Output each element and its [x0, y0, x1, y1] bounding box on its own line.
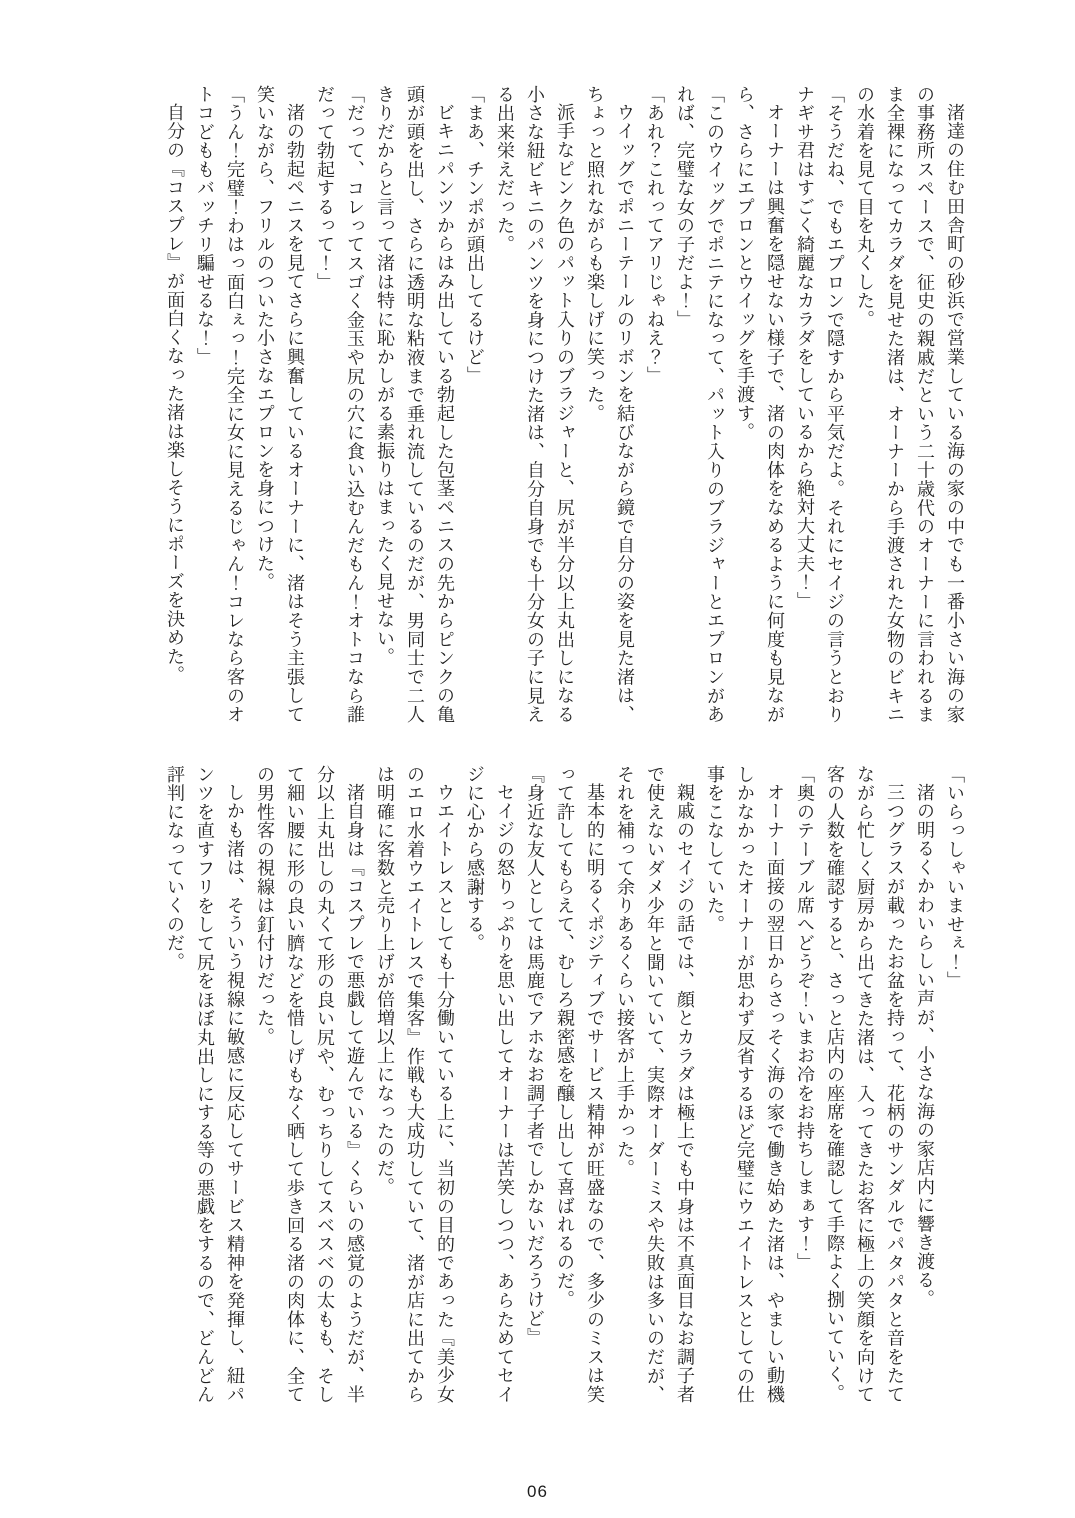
page-number: 06 — [527, 1482, 548, 1501]
paragraph: 親戚のセイジの話では、顔とカラダは極上でも中身は不真面目なお調子者で使えないダメ少年と聞いていて、実際オーダーミスや失敗は多いのだが、それを補って余りあるくらい接客が上手かった。 — [615, 765, 695, 1404]
story-section-bottom — [160, 765, 970, 1404]
paragraph: ウイッグでポニーテールのリボンを結びながら鏡で自分の姿を見た渚は、ちょっと照れながらも楽しげに笑った。 — [585, 85, 635, 724]
paragraph: 『身近な友人としては馬鹿でアホなお調子者でしかないだろうけど』 — [525, 765, 545, 1347]
paragraph: 渚の勃起ペニスを見てさらに興奮しているオーナーに、渚はそう主張して笑いながら、フリルのついた小さなエプロンを身につけた。 — [255, 85, 305, 724]
paragraph: オーナーは興奮を隠せない様子で、渚の肉体をなめるように何度も見ながら、さらにエプロンとウイッグを手渡す。 — [735, 85, 785, 724]
paragraph: ウエイトレスとしても十分働いている上に、当初の目的であった『美少女のエロ水着ウエイトレスで集客』作戦も大成功していて、渚が店に出てからは明確に客数と売り上げが倍増以上になったのだ。 — [375, 765, 455, 1404]
story-section-top — [160, 85, 970, 724]
paragraph: 渚達の住む田舎町の砂浜で営業している海の家の中でも一番小さい海の家の事務所スペースで、征史の親戚だという二十歳代のオーナーに言われるまま全裸になってカラダを見せた渚は、オーナーから手渡された女物のビキニの水着を見て目を丸くした。 — [855, 85, 965, 724]
paragraph: ビキニパンツからはみ出している勃起した包茎ペニスの先からピンクの亀頭が頭を出し、さらに透明な粘液まで垂れ流しているのだが、男同士で二人きりだからと言って渚は特に恥かしがる素振りはまったく見せない。 — [375, 85, 455, 724]
paragraph: 「このウイッグでポニテになって、パット入りのブラジャーとエプロンがあれば、完璧な女の子だよ！」 — [675, 85, 725, 724]
paragraph: 「いらっしゃいませぇ！」 — [945, 765, 965, 991]
paragraph: オーナー面接の翌日からさっそく海の家で働き始めた渚は、やましい動機しかなかったオーナーが思わず反省するほど完璧にウエイトレスとしての仕事をこなしていた。 — [705, 765, 785, 1404]
paragraph: 「そうだね、でもエプロンで隠すから平気だよ。それにセイジの言うとおりナギサ君はすごく綺麗なカラダをしているから絶対大丈夫！」 — [795, 85, 845, 724]
paragraph: セイジの怒りっぷりを思い出してオーナーは苦笑しつつ、あらためてセイジに心から感謝する。 — [465, 765, 515, 1404]
paragraph: 派手なピンク色のパット入りのブラジャーと、尻が半分以上丸出しになる小さな紐ビキニのパンツを身につけた渚は、自分自身でも十分女の子に見える出来栄えだった。 — [495, 85, 575, 724]
paragraph: 「奥のテーブル席へどうぞ！いまお冷をお持ちしまぁす！」 — [795, 765, 815, 1272]
paragraph: 自分の『コスプレ』が面白くなった渚は楽しそうにポーズを決めた。 — [165, 103, 185, 685]
paragraph: 「あれ？これってアリじゃねえ？」 — [645, 85, 665, 386]
paragraph: 「まあ、チンポが頭出してるけど」 — [465, 85, 485, 386]
paragraph: 渚の明るくかわいらしい声が、小さな海の家店内に響き渡る。 — [915, 783, 935, 1309]
paragraph: 渚自身は『コスプレで悪戯して遊んでいる』くらいの感覚のようだが、半分以上丸出しの丸くて形の良い尻や、むっちりしてスベスベの太もも、そして細い腰に形の良い臍などを惜しげもなく晒して歩き回る渚の肉体に、全ての男性客の視線は釘付けだった。 — [255, 765, 365, 1404]
paragraph: しかも渚は、そういう視線に敏感に反応してサービス精神を発揮し、紐パンツを直すフリをして尻をほぼ丸出しにする等の悪戯をするので、どんどん評判になっていくのだ。 — [165, 765, 245, 1404]
paragraph: 「うん！完璧！わはっ面白ぇっ！完全に女に見えるじゃん！コレなら客のオトコどももバッチリ騙せるな！」 — [195, 85, 245, 724]
paragraph: 三つグラスが載ったお盆を持って、花柄のサンダルでパタパタと音をたてながら忙しく厨房から出てきた渚は、入ってきたお客に極上の笑顔を向けて客の人数を確認すると、さっと店内の座席を確認して手際よく捌いていく。 — [825, 765, 905, 1404]
paragraph: 基本的に明るくポジティブでサービス精神が旺盛なので、多少のミスは笑って許してもらえて、むしろ親密感を醸し出して喜ばれるのだ。 — [555, 765, 605, 1404]
paragraph: 「だって、コレってスゴく金玉や尻の穴に食い込むんだもん！オトコなら誰だって勃起するって！」 — [315, 85, 365, 724]
